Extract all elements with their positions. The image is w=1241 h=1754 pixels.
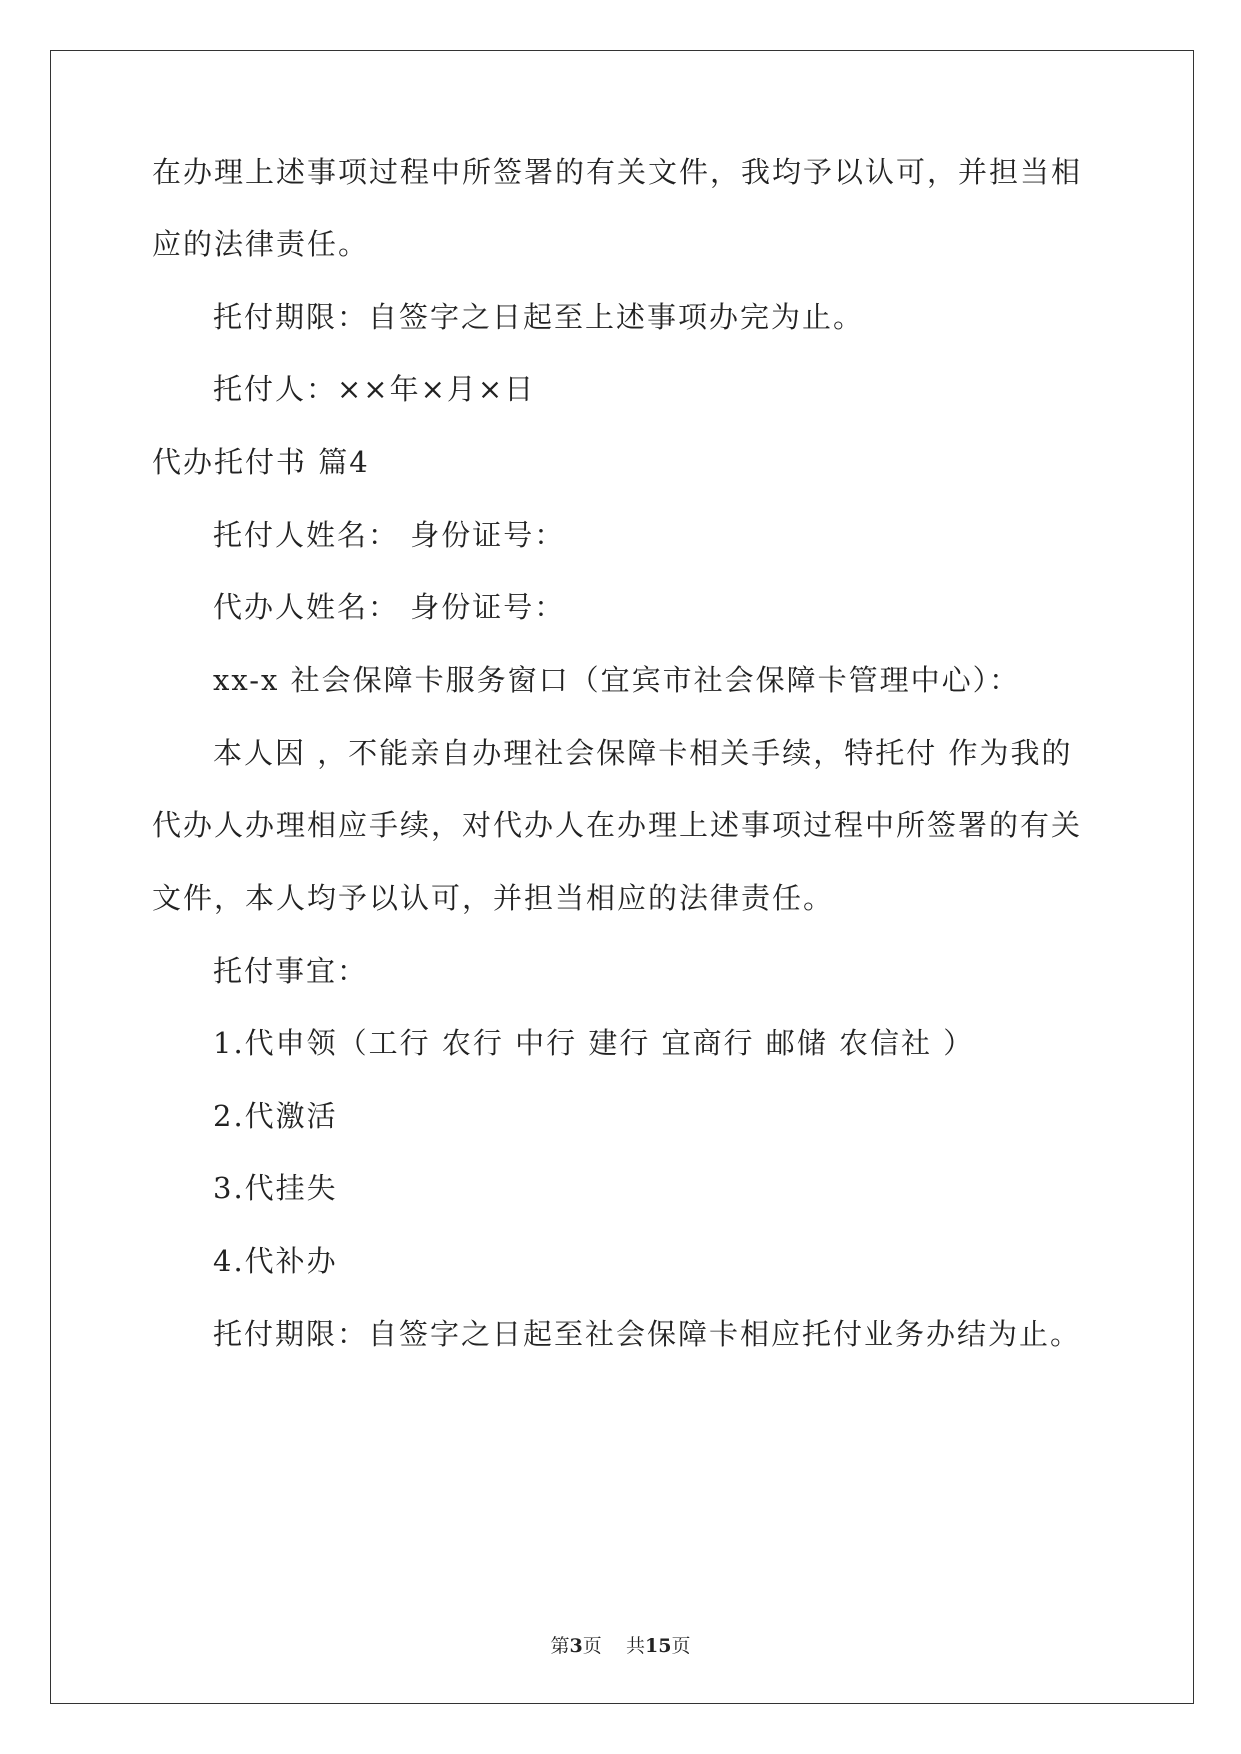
section-heading: 代办托付书 篇4	[152, 445, 370, 479]
body-line: 文件，本人均予以认可，并担当相应的法律责任。	[152, 881, 835, 915]
body-line: 托付期限：自签字之日起至社会保障卡相应托付业务办结为止。	[213, 1317, 1082, 1351]
body-line: 在办理上述事项过程中所签署的有关文件，我均予以认可，并担当相	[152, 155, 1083, 189]
body-line: 托付期限：自签字之日起至上述事项办完为止。	[213, 300, 865, 334]
body-line: 托付事宜：	[213, 954, 369, 988]
body-line: 本人因 ，不能亲自办理社会保障卡相关手续，特托付 作为我的	[213, 736, 1073, 770]
footer-total-suffix: 页	[671, 1635, 691, 1657]
list-item: 2.代激活	[213, 1099, 338, 1133]
list-item: 4.代补办	[213, 1244, 338, 1278]
footer-page-number: 3	[569, 1635, 583, 1657]
page-footer	[0, 1634, 1241, 1658]
list-item: 1.代申领（工行 农行 中行 建行 宜商行 邮储 农信社 ）	[213, 1026, 975, 1060]
footer-page-prefix: 第	[550, 1635, 570, 1657]
body-line: 托付人：××年×月×日	[213, 372, 536, 406]
body-line: 应的法律责任。	[152, 227, 370, 261]
body-line: 代办人姓名： 身份证号：	[213, 590, 566, 624]
footer-total-pages: 15	[644, 1635, 672, 1657]
footer-page-suffix: 页	[582, 1635, 602, 1657]
body-line: xx-x 社会保障卡服务窗口（宜宾市社会保障卡管理中心）：	[213, 663, 1021, 697]
body-line: 托付人姓名： 身份证号：	[213, 518, 566, 552]
footer-total-prefix: 共	[625, 1635, 645, 1657]
body-line: 代办人办理相应手续，对代办人在办理上述事项过程中所签署的有关	[152, 808, 1083, 842]
list-item: 3.代挂失	[213, 1171, 338, 1205]
